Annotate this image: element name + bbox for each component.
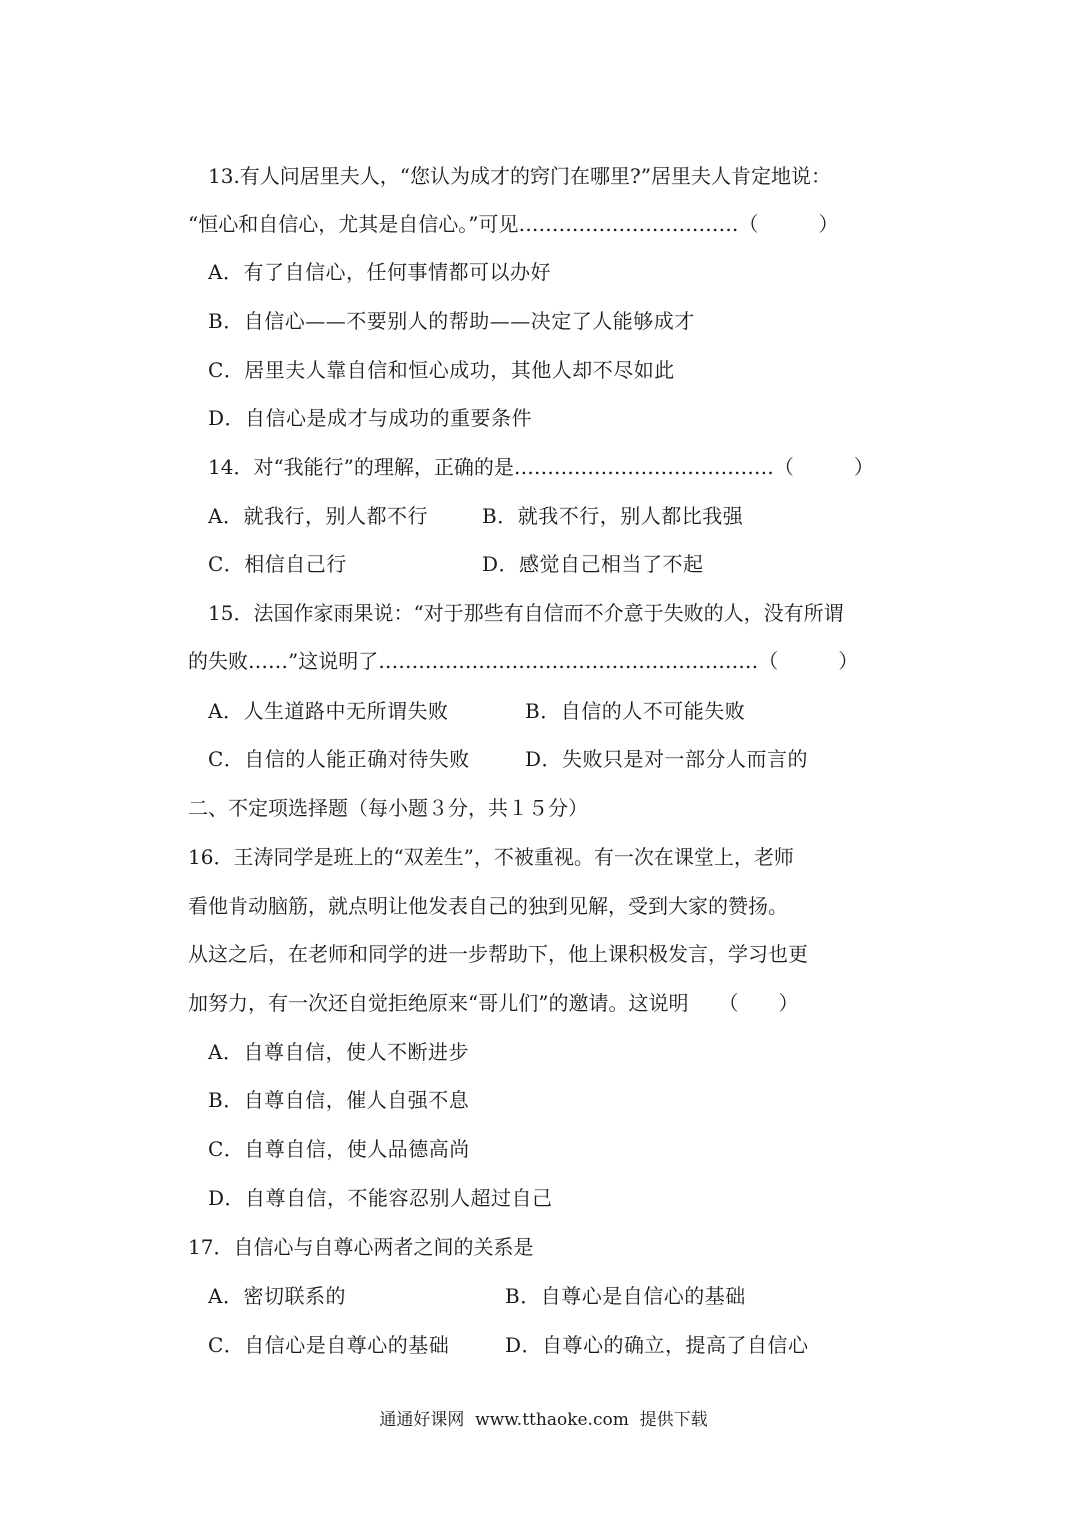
- q17-option-d: D．自尊心的确立，提高了自信心: [505, 1333, 809, 1357]
- q15-option-b: B．自信的人不可能失败: [525, 699, 746, 723]
- q16-option-c: C．自尊自信，使人品德高尚: [208, 1137, 470, 1161]
- q16-stem-line2: 看他肯动脑筋，就点明让他发表自己的独到见解，受到大家的赞扬。: [188, 894, 788, 918]
- q17-option-b: B．自尊心是自信心的基础: [505, 1284, 746, 1308]
- page-footer: 通通好课网 www.tthaoke.com 提供下载: [379, 1410, 708, 1430]
- q14-option-d: D．感觉自己相当了不起: [482, 552, 704, 576]
- q14-option-c: C．相信自己行: [208, 552, 347, 576]
- q15-stem-line2: 的失败……”这说明了…………………………………………………（ ）: [188, 649, 859, 673]
- q17-stem: 17．自信心与自尊心两者之间的关系是: [188, 1235, 534, 1259]
- q15-stem-line1: 15．法国作家雨果说：“对于那些有自信而不介意于失败的人，没有所谓: [208, 601, 844, 625]
- q15-option-d: D．失败只是对一部分人而言的: [525, 747, 809, 771]
- q14-stem: 14．对“我能行”的理解，正确的是…………………………………（ ）: [208, 455, 874, 479]
- q15-option-a: A．人生道路中无所谓失败: [208, 699, 449, 723]
- q13-option-a: A．有了自信心，任何事情都可以办好: [208, 260, 551, 284]
- section-heading: 二、不定项选择题（每小题３分，共１５分）: [188, 796, 588, 820]
- q15-option-c: C．自信的人能正确对待失败: [208, 747, 470, 771]
- q16-option-b: B．自尊自信，催人自强不息: [208, 1088, 470, 1112]
- q17-option-c: C．自信心是自尊心的基础: [208, 1333, 450, 1357]
- q13-option-b: B．自信心——不要别人的帮助——决定了人能够成才: [208, 309, 695, 333]
- q13-option-d: D．自信心是成才与成功的重要条件: [208, 406, 533, 430]
- q14-option-a: A．就我行，别人都不行: [208, 504, 428, 528]
- q14-option-b: B．就我不行，别人都比我强: [482, 504, 744, 528]
- q17-option-a: A．密切联系的: [208, 1284, 346, 1308]
- q13-option-c: C．居里夫人靠自信和恒心成功，其他人却不尽如此: [208, 358, 675, 382]
- q16-stem-line3: 从这之后，在老师和同学的进一步帮助下，他上课积极发言，学习也更: [188, 942, 808, 966]
- q16-option-d: D．自尊自信，不能容忍别人超过自己: [208, 1186, 553, 1210]
- q16-option-a: A．自尊自信，使人不断进步: [208, 1040, 469, 1064]
- q13-stem-line2: “恒心和自信心，尤其是自信心。”可见……………………………（ ）: [188, 212, 839, 236]
- q13-stem-line1: 13.有人问居里夫人，“您认为成才的窍门在哪里?”居里夫人肯定地说：: [208, 164, 831, 188]
- q16-stem-line1: 16．王涛同学是班上的“双差生”，不被重视。有一次在课堂上，老师: [188, 845, 794, 869]
- q16-stem-line4: 加努力，有一次还自觉拒绝原来“哥儿们”的邀请。这说明 （ ）: [188, 991, 799, 1015]
